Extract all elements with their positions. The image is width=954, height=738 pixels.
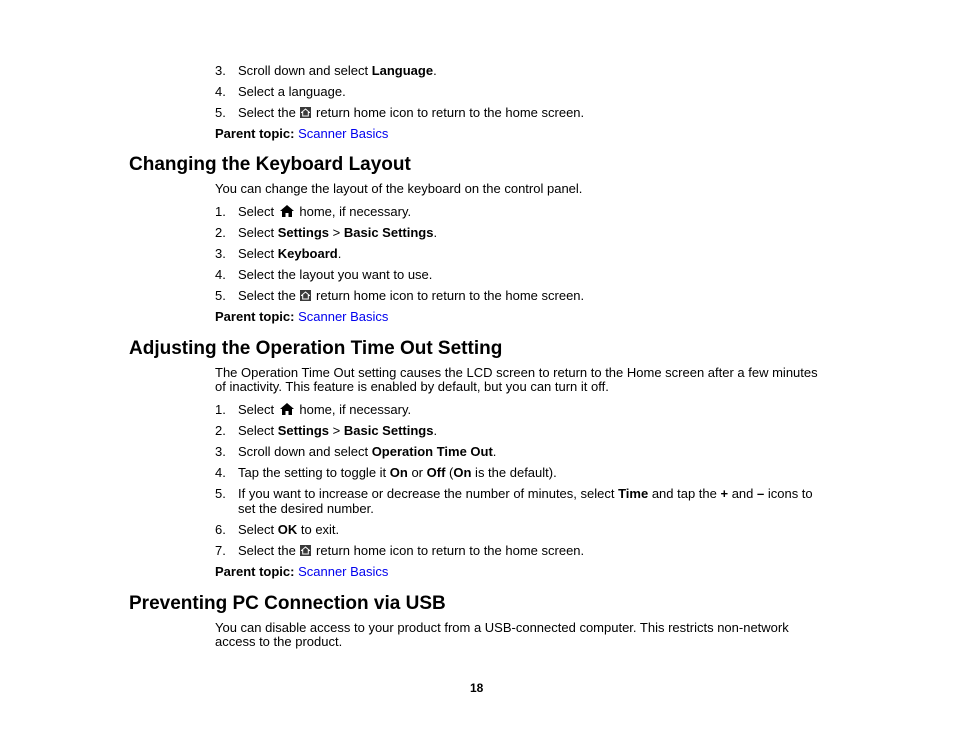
return-home-icon <box>300 290 311 301</box>
scanner-basics-link[interactable]: Scanner Basics <box>298 564 389 579</box>
parent-topic: Parent topic: Scanner Basics <box>215 126 389 141</box>
section-heading-keyboard: Changing the Keyboard Layout <box>129 154 411 175</box>
return-home-icon <box>300 107 311 118</box>
section-heading-timeout: Adjusting the Operation Time Out Setting <box>129 338 503 359</box>
section-intro-line: You can disable access to your product from a USB-connected computer. This restricts non-network <box>215 620 789 635</box>
return-home-icon <box>300 545 311 556</box>
home-icon <box>280 403 294 415</box>
home-icon <box>280 205 294 217</box>
parent-topic: Parent topic: Scanner Basics <box>215 309 389 324</box>
section-heading-usb: Preventing PC Connection via USB <box>129 593 446 614</box>
scanner-basics-link[interactable]: Scanner Basics <box>298 126 389 141</box>
section-intro: You can change the layout of the keyboard on the control panel. <box>215 181 583 196</box>
list-item-continuation: set the desired number. <box>238 501 374 516</box>
section-intro-line: of inactivity. This feature is enabled by default, but you can turn it off. <box>215 379 609 394</box>
section-intro-line: access to the product. <box>215 634 343 649</box>
section-intro-line: The Operation Time Out setting causes the LCD screen to return to the Home screen after a few minutes <box>215 365 818 380</box>
page-number: 18 <box>470 681 484 695</box>
scanner-basics-link[interactable]: Scanner Basics <box>298 309 389 324</box>
parent-topic: Parent topic: Scanner Basics <box>215 564 389 579</box>
